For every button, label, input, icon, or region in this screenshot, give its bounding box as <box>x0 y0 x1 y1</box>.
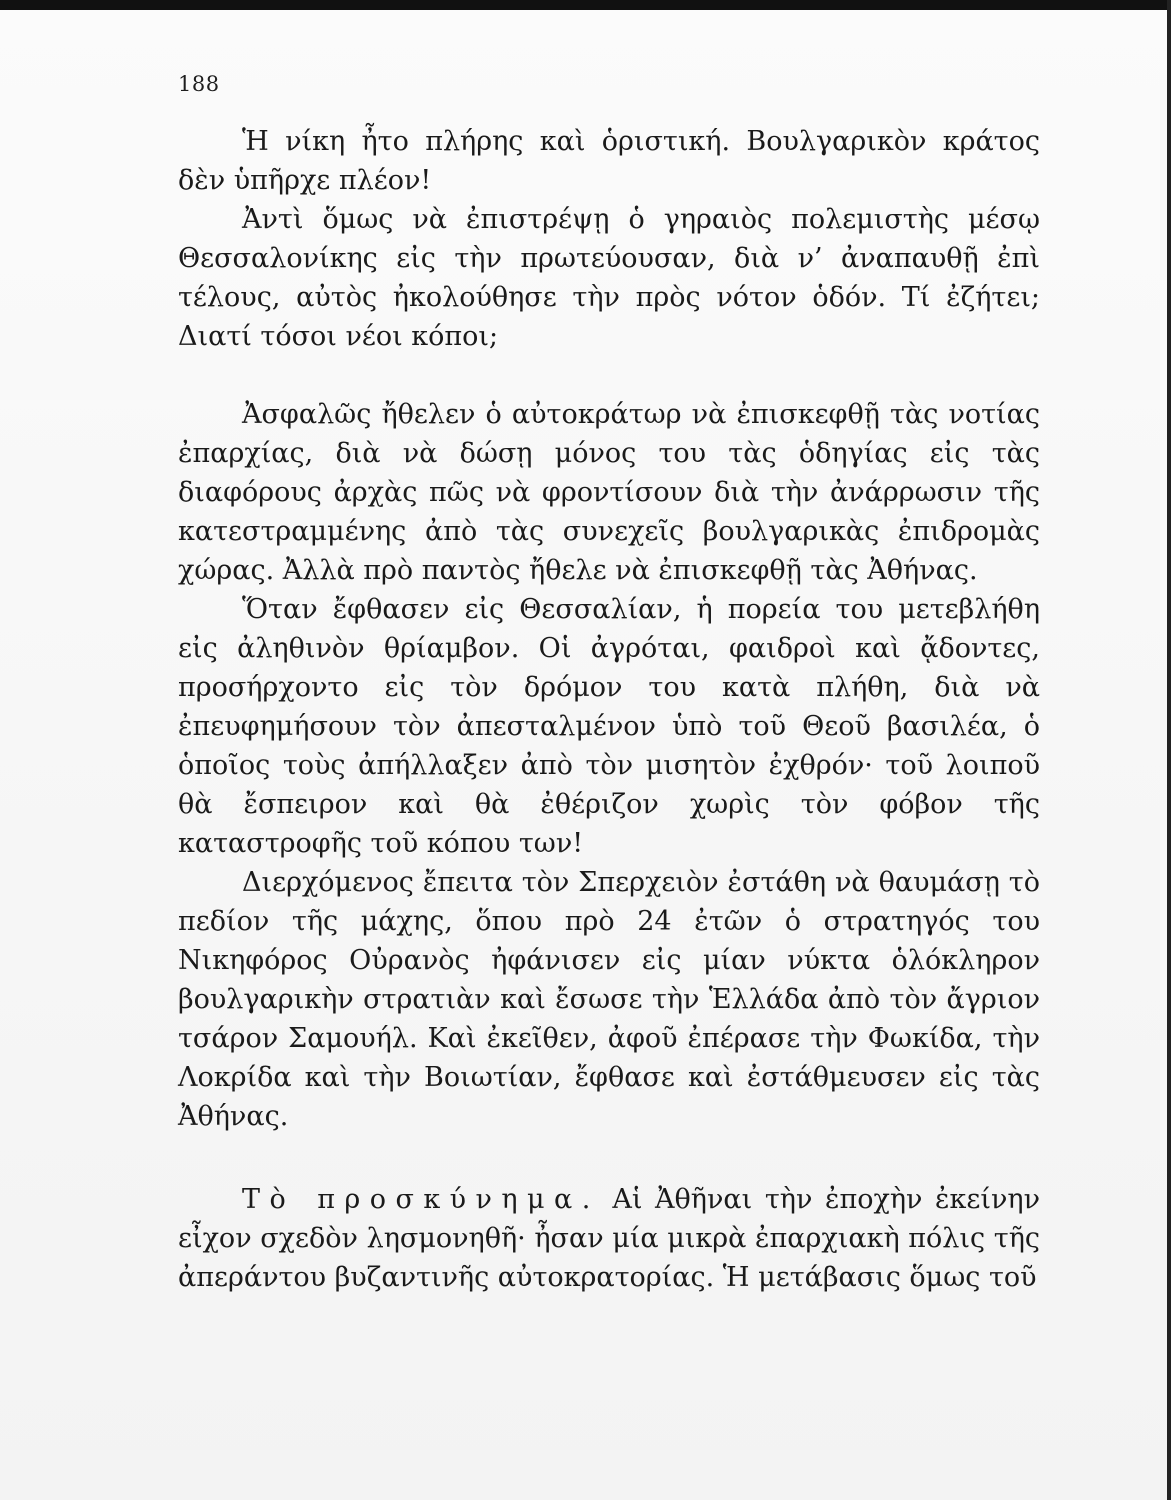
paragraph-5: Διερχόμενος ἔπειτα τὸν Σπερχειὸν ἐστάθη νὰ θαυμάσῃ τὸ πεδίον τῆς μάχης, ὅπου πρὸ 24 ἐτῶν ὁ στρατηγός του Νικηφόρος Οὐρανὸς ἠφάνισεν εἰς μίαν νύκτα ὁλόκληρον βουλγαρικὴν στρατιὰν καὶ ἔσωσε τὴν Ἑλλάδα ἀπὸ τὸν ἄγριον τσάρον Σαμουήλ. Καὶ ἐκεῖθεν, ἀφοῦ ἐπέρασε τὴν Φωκίδα, τὴν Λοκρίδα καὶ τὴν Βοιωτίαν, ἔφθασε καὶ ἐστάθμευσεν εἰς τὰς Ἀθήνας. <box>178 867 1040 1132</box>
paragraph-4: Ὅταν ἔφθασεν εἰς Θεσσαλίαν, ἡ πορεία του μετεβλήθη εἰς ἀληθινὸν θρίαμβον. Οἱ ἀγρόται, φαιδροὶ καὶ ᾄδοντες, προσήρχοντο εἰς τὸν δρόμον του κατὰ πλήθη, διὰ νὰ ἐπευφημήσουν τὸν ἀπεσταλμένον ὑπὸ τοῦ Θεοῦ βασιλέα, ὁ ὁποῖος τοὺς ἀπήλλαξεν ἀπὸ τὸν μισητὸν ἐχθρόν· τοῦ λοιποῦ θὰ ἔσπειρον καὶ θὰ ἐθέριζον χωρὶς τὸν φόβον τῆς καταστροφῆς τοῦ κόπου των! <box>178 594 1040 859</box>
paragraph-1: Ἡ νίκη ἦτο πλήρης καὶ ὁριστική. Βουλγαρικὸν κράτος δὲν ὑπῆρχε πλέον! <box>178 126 1040 196</box>
page-number: 188 <box>178 72 220 96</box>
paragraph-6 <box>178 1180 1040 1297</box>
paragraph-6-text: Αἱ Ἀθῆναι τὴν ἐποχὴν ἐκείνην εἶχον σχεδὸν λησμονηθῆ· ἦσαν μία μικρὰ ἐπαρχιακὴ πόλις τῆς ἀπεράντου βυζαντινῆς αὐτοκρατορίας. Ἡ μετάβασις ὅμως τοῦ <box>178 1184 1040 1293</box>
section-heading: Τὸ προσκύνημα. <box>242 1184 600 1215</box>
body-text <box>178 122 1040 1297</box>
paragraph-2: Ἀντὶ ὅμως νὰ ἐπιστρέψῃ ὁ γηραιὸς πολεμιστὴς μέσῳ Θεσσαλονίκης εἰς τὴν πρωτεύουσαν, διὰ ν’ ἀναπαυθῇ ἐπὶ τέλους, αὐτὸς ἠκολούθησε τὴν πρὸς νότον ὁδόν. Τί ἐζήτει; Διατί τόσοι νέοι κόποι; <box>178 204 1040 352</box>
paragraph-3: Ἀσφαλῶς ἤθελεν ὁ αὐτοκράτωρ νὰ ἐπισκεφθῇ τὰς νοτίας ἐπαρχίας, διὰ νὰ δώσῃ μόνος του τὰς ὁδηγίας εἰς τὰς διαφόρους ἀρχὰς πῶς νὰ φροντίσουν διὰ τὴν ἀνάρρωσιν τῆς κατεστραμμένης ἀπὸ τὰς συνεχεῖς βουλγαρικὰς ἐπιδρομὰς χώρας. Ἀλλὰ πρὸ παντὸς ἤθελε νὰ ἐπισκεφθῇ τὰς Ἀθήνας. <box>178 399 1040 586</box>
scan-top-border <box>0 0 1171 10</box>
scan-right-border <box>1167 0 1171 1500</box>
